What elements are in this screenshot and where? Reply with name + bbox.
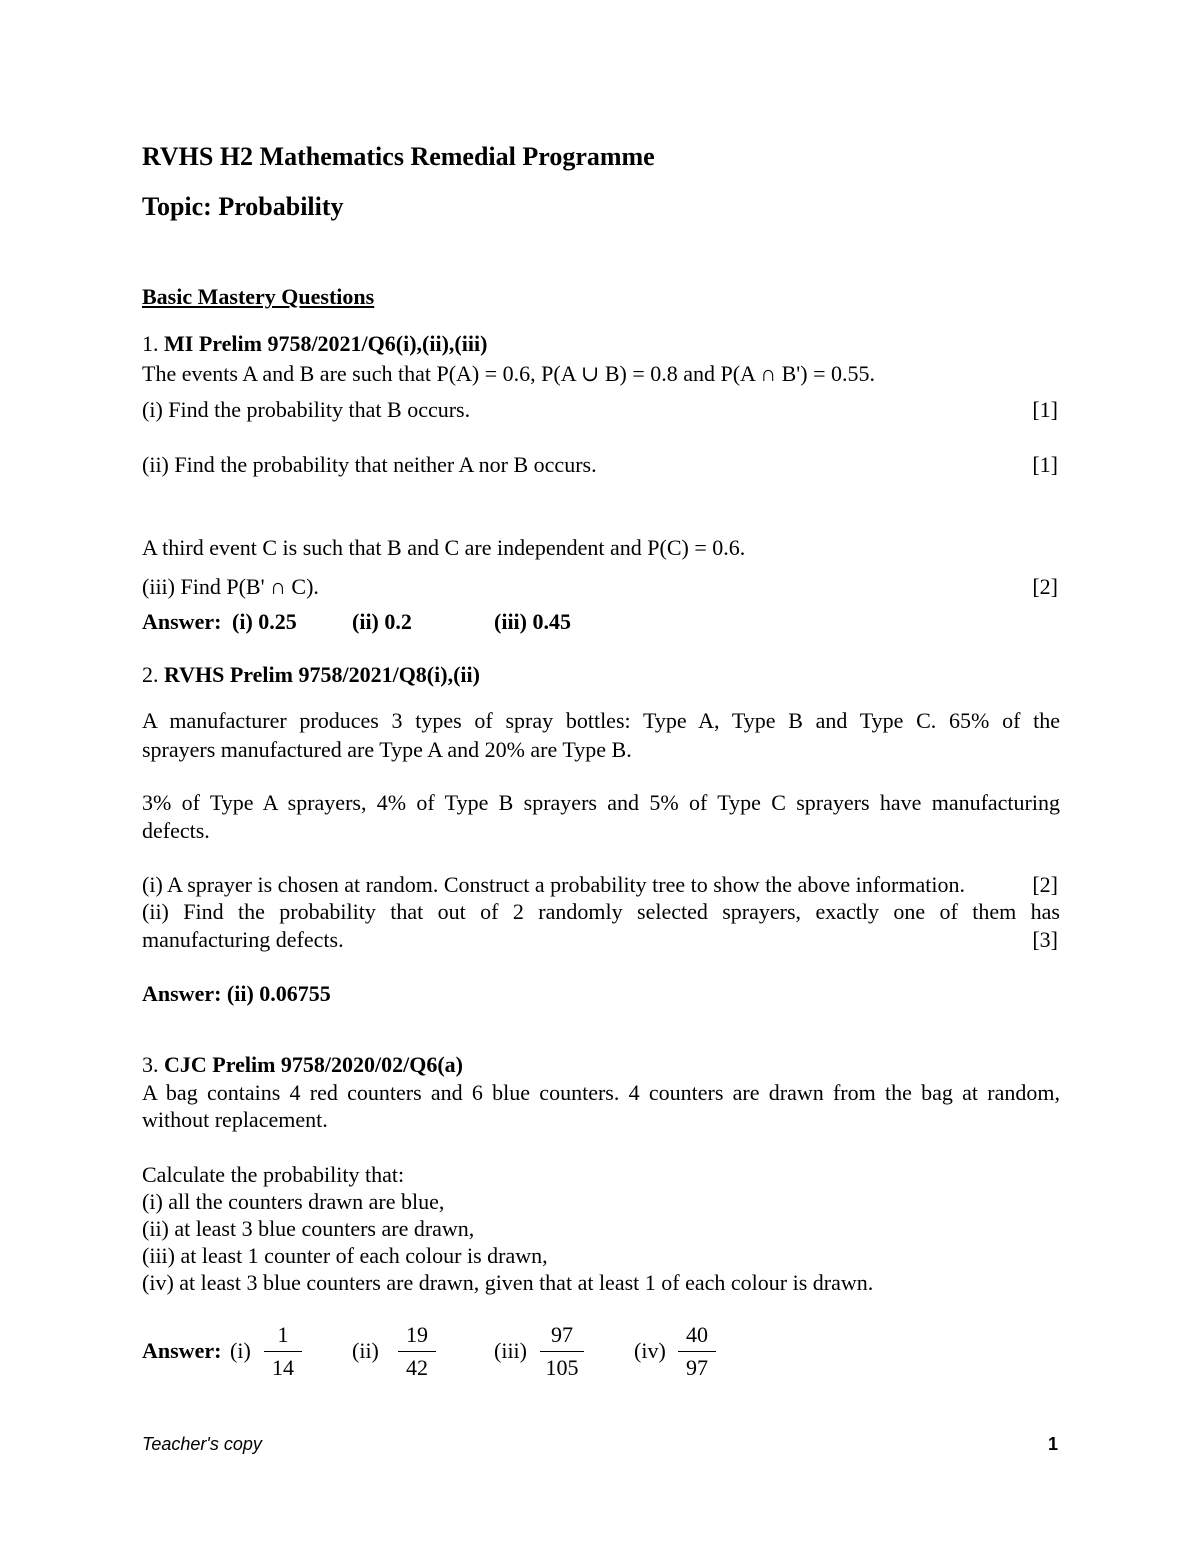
q3-answer-i-fraction bbox=[264, 1322, 302, 1381]
q2-part-i: (i) A sprayer is chosen at random. Construct a probability tree to show the above information. bbox=[142, 872, 965, 897]
q3-answer-ii-numerator: 19 bbox=[406, 1322, 428, 1347]
q1-source: MI Prelim 9758/2021/Q6(i),(ii),(iii) bbox=[164, 331, 488, 356]
q3-heading bbox=[142, 1052, 463, 1078]
q3-number: 3. bbox=[142, 1052, 164, 1077]
fraction-bar bbox=[678, 1351, 716, 1352]
q3-calc: Calculate the probability that: bbox=[142, 1162, 405, 1187]
q1-part-ii: (ii) Find the probability that neither A nor B occurs. bbox=[142, 452, 597, 477]
q3-answer-iii-fraction bbox=[540, 1322, 584, 1381]
q3-answer-i-denominator: 14 bbox=[272, 1355, 294, 1380]
q1-number: 1. bbox=[142, 331, 164, 356]
q3-line-1: A bag contains 4 red counters and 6 blue counters. 4 counters are drawn from the bag at random, bbox=[142, 1080, 1060, 1105]
q1-part-i-mark: [1] bbox=[1032, 397, 1058, 422]
q3-line-2: without replacement. bbox=[142, 1107, 328, 1132]
q3-answer-iv-numerator: 40 bbox=[686, 1322, 708, 1347]
q3-answer-ii-label: (ii) bbox=[352, 1338, 379, 1363]
q3-answer-i-label: (i) bbox=[230, 1338, 251, 1363]
section-heading: Basic Mastery Questions bbox=[142, 284, 375, 309]
q2-part-ii-line-2: manufacturing defects. bbox=[142, 927, 344, 952]
q3-answer-ii-fraction bbox=[398, 1322, 436, 1381]
q2-paragraph-2-line-1: 3% of Type A sprayers, 4% of Type B sprayers and 5% of Type C sprayers have manufacturing bbox=[142, 790, 1060, 815]
q3-answer-iii-denominator: 105 bbox=[545, 1355, 579, 1380]
q1-part-ii-mark: [1] bbox=[1032, 452, 1058, 477]
q1-extra: A third event C is such that B and C are independent and P(C) = 0.6. bbox=[142, 535, 746, 560]
q2-paragraph-1-line-1: A manufacturer produces 3 types of spray bottles: Type A, Type B and Type C. 65% of the bbox=[142, 708, 1060, 733]
q1-answer-iii: (iii) 0.45 bbox=[494, 609, 571, 634]
q3-part-iv: (iv) at least 3 blue counters are drawn, given that at least 1 of each colour is drawn. bbox=[142, 1270, 874, 1295]
topic-title: Topic: Probability bbox=[142, 192, 344, 221]
q1-part-i: (i) Find the probability that B occurs. bbox=[142, 397, 471, 422]
q3-answer-iii-label: (iii) bbox=[494, 1338, 527, 1363]
fraction-bar bbox=[264, 1351, 302, 1352]
q3-answer-iv-label: (iv) bbox=[634, 1338, 666, 1363]
q2-part-ii-mark: [3] bbox=[1032, 927, 1058, 952]
footer-teacher-copy: Teacher's copy bbox=[142, 1434, 262, 1454]
page-number: 1 bbox=[1047, 1434, 1058, 1454]
document-title: RVHS H2 Mathematics Remedial Programme bbox=[142, 142, 655, 171]
q1-answer-ii: (ii) 0.2 bbox=[352, 609, 412, 634]
q2-part-i-mark: [2] bbox=[1032, 872, 1058, 897]
q1-answer-i: (i) 0.25 bbox=[232, 609, 297, 634]
q1-heading bbox=[142, 331, 487, 357]
q3-answer-iv-denominator: 97 bbox=[686, 1355, 708, 1380]
q3-answer-label: Answer: bbox=[142, 1338, 222, 1363]
q1-part-iii: (iii) Find P(B' ∩ C). bbox=[142, 574, 319, 599]
q3-source: CJC Prelim 9758/2020/02/Q6(a) bbox=[164, 1052, 463, 1077]
q2-number: 2. bbox=[142, 662, 164, 687]
q2-heading bbox=[142, 662, 480, 688]
q3-part-i: (i) all the counters drawn are blue, bbox=[142, 1189, 445, 1214]
fraction-bar bbox=[398, 1351, 436, 1352]
q2-source: RVHS Prelim 9758/2021/Q8(i),(ii) bbox=[164, 662, 480, 687]
q2-paragraph-1-line-2: sprayers manufactured are Type A and 20% are Type B. bbox=[142, 737, 632, 762]
q2-part-ii-line-1: (ii) Find the probability that out of 2 randomly selected sprayers, exactly one of them has bbox=[142, 899, 1060, 924]
q1-answer-label: Answer: bbox=[142, 609, 222, 634]
q3-part-ii: (ii) at least 3 blue counters are drawn, bbox=[142, 1216, 475, 1241]
q3-answer-iii-numerator: 97 bbox=[551, 1322, 573, 1347]
q2-paragraph-2-line-2: defects. bbox=[142, 818, 210, 843]
q3-answer-i-numerator: 1 bbox=[277, 1322, 289, 1347]
q1-part-iii-mark: [2] bbox=[1032, 574, 1058, 599]
q2-answer: Answer: (ii) 0.06755 bbox=[142, 981, 331, 1006]
q3-answer-ii-denominator: 42 bbox=[406, 1355, 428, 1380]
q3-answer-iv-fraction bbox=[678, 1322, 716, 1381]
fraction-bar bbox=[540, 1351, 584, 1352]
q3-part-iii: (iii) at least 1 counter of each colour is drawn, bbox=[142, 1243, 548, 1268]
q1-stem: The events A and B are such that P(A) = 0.6, P(A ∪ B) = 0.8 and P(A ∩ B') = 0.55. bbox=[142, 361, 875, 386]
